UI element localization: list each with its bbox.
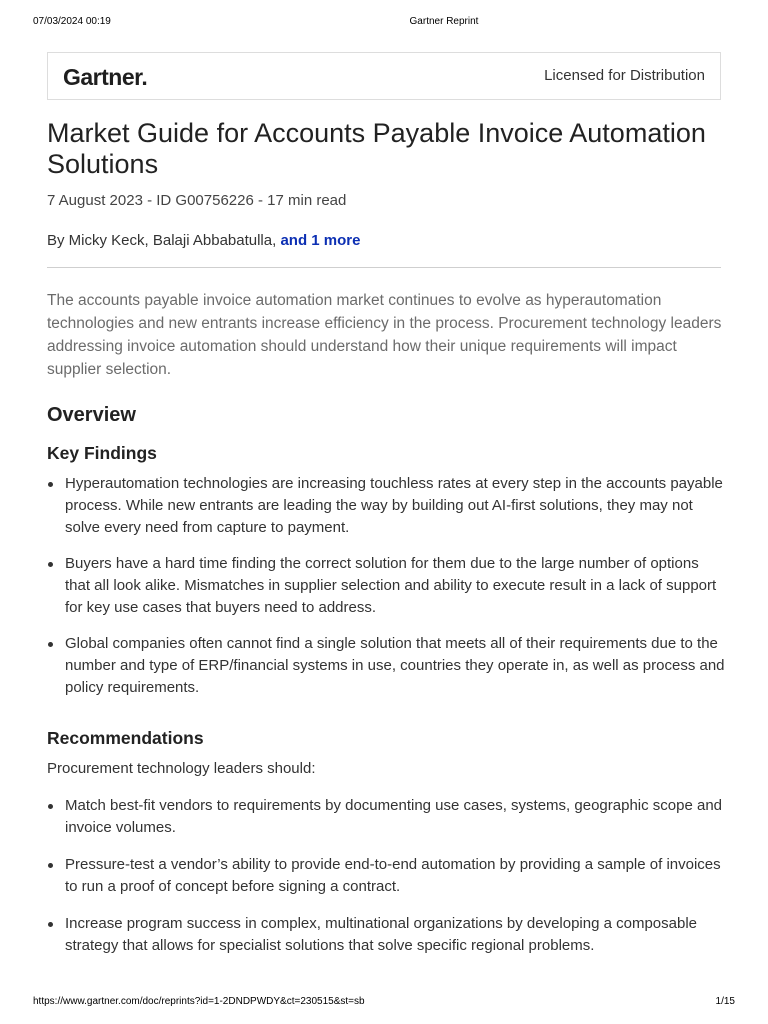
list-item: Match best-fit vendors to requirements by documenting use cases, systems, geographic scope and invoice volumes. — [47, 795, 727, 839]
more-authors-link[interactable]: and 1 more — [280, 232, 361, 249]
print-header — [0, 16, 768, 30]
page-number: 1/15 — [715, 996, 735, 1007]
document-meta: 7 August 2023 - ID G00756226 - 17 min read — [47, 192, 347, 209]
document-title: Market Guide for Accounts Payable Invoice Automation Solutions — [47, 118, 706, 179]
list-item: Buyers have a hard time finding the correct solution for them due to the large number of options that all look alike. Mismatches in supplier selection and ability to execute result in a lack of support for key use cases that buyers need to address. — [47, 553, 727, 619]
license-label: Licensed for Distribution — [544, 67, 705, 84]
list-item: Hyperautomation technologies are increasing touchless rates at every step in the accounts payable process. While new entrants are leading the way by building out AI-first solutions, they may not solve every need from capture to payment. — [47, 473, 727, 539]
reprint-banner — [47, 52, 721, 100]
list-item: Global companies often cannot find a single solution that meets all of their requirements due to the number and type of ERP/financial systems in use, countries they operate in, as well as process and policy requirements. — [47, 633, 727, 699]
print-footer — [0, 996, 768, 1010]
recommendations-intro: Procurement technology leaders should: — [47, 760, 316, 777]
authors-names: By Micky Keck, Balaji Abbabatulla, — [47, 232, 281, 249]
recommendations-list — [47, 795, 727, 957]
divider — [47, 267, 721, 268]
key-findings-heading: Key Findings — [47, 443, 157, 463]
print-title: Gartner Reprint — [409, 16, 479, 27]
logo-dot: . — [141, 64, 148, 90]
document-summary: The accounts payable invoice automation market continues to evolve as hyperautomation technologies and new entrants increase efficiency in the process. Procurement technology leaders addressing invoice automation should understand how their unique requirements will impact supplier selection. — [47, 292, 722, 378]
gartner-logo[interactable] — [63, 64, 147, 91]
authors-line — [47, 232, 360, 249]
print-date: 07/03/2024 00:19 — [33, 16, 111, 27]
overview-heading: Overview — [47, 404, 136, 426]
list-item: Pressure-test a vendor’s ability to provide end-to-end automation by providing a sample of invoices to run a proof of concept before signing a contract. — [47, 854, 727, 898]
list-item: Increase program success in complex, multinational organizations by developing a composable strategy that allows for specialist solutions that solve specific regional problems. — [47, 913, 727, 957]
key-findings-list — [47, 473, 727, 699]
logo-text: Gartner — [63, 64, 142, 90]
print-url[interactable]: https://www.gartner.com/doc/reprints?id=1-2DNDPWDY&ct=230515&st=sb — [33, 996, 365, 1007]
recommendations-heading: Recommendations — [47, 728, 204, 748]
